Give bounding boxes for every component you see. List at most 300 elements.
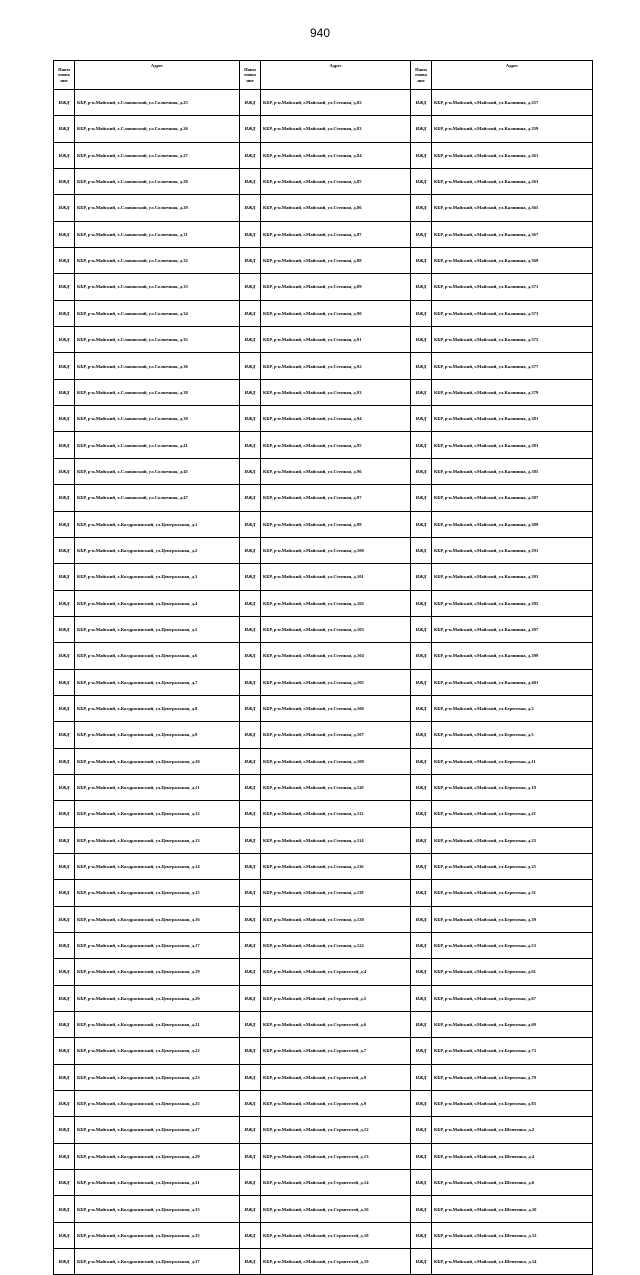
object-type-cell: ИЖД [411, 880, 432, 906]
address-cell: КБР, р-н.Майский, г.Майский, ул.Калинина, д.365 [432, 195, 593, 221]
object-type-cell: ИЖД [240, 142, 261, 168]
address-cell: КБР, р-н.Майский, х.Славянский, ул.Солнечная, д.27 [75, 142, 240, 168]
address-cell: КБР, р-н.Майский, г.Майский, ул.Степная, д.91 [261, 327, 411, 353]
address-cell: КБР, р-н.Майский, х.Колдрасинский, ул.Центральная, д.25 [75, 1091, 240, 1117]
address-cell: КБР, р-н.Майский, г.Майский, ул.Калинина, д.385 [432, 458, 593, 484]
object-type-cell: ИЖД [54, 511, 75, 537]
table-row [54, 564, 593, 590]
table-row [54, 590, 593, 616]
object-type-cell: ИЖД [411, 1091, 432, 1117]
object-type-cell: ИЖД [54, 274, 75, 300]
object-type-cell: ИЖД [411, 933, 432, 959]
page-number: 940 [309, 26, 331, 40]
object-type-cell: ИЖД [411, 564, 432, 590]
address-cell: КБР, р-н.Майский, х.Колдрасинский, ул.Центральная, д.22 [75, 1038, 240, 1064]
address-cell: КБР, р-н.Майский, х.Славянский, ул.Солнечная, д.33 [75, 274, 240, 300]
object-type-cell: ИЖД [54, 616, 75, 642]
object-type-cell: ИЖД [411, 274, 432, 300]
object-type-cell: ИЖД [411, 537, 432, 563]
address-cell: КБР, р-н.Майский, х.Колдрасинский, ул.Центральная, д.14 [75, 853, 240, 879]
object-type-cell: ИЖД [54, 906, 75, 932]
object-type-cell: ИЖД [240, 1196, 261, 1222]
table-row [54, 195, 593, 221]
table-row [54, 406, 593, 432]
address-cell: КБР, р-н.Майский, х.Колдрасинский, ул.Центральная, д.7 [75, 669, 240, 695]
address-cell: КБР, р-н.Майский, х.Славянский, ул.Солнечная, д.45 [75, 458, 240, 484]
object-type-cell: ИЖД [54, 827, 75, 853]
object-type-cell: ИЖД [54, 880, 75, 906]
type-column-header: Наим енова ние [240, 61, 261, 90]
address-cell: КБР, р-н.Майский, г.Майский, ул.Береговая, д.5 [432, 722, 593, 748]
address-cell: КБР, р-н.Майский, х.Колдрасинский, ул.Центральная, д.6 [75, 643, 240, 669]
address-cell: КБР, р-н.Майский, г.Майский, ул.Степная, д.122 [261, 933, 411, 959]
object-type-cell: ИЖД [54, 458, 75, 484]
address-cell: КБР, р-н.Майский, х.Славянский, ул.Солнечная, д.31 [75, 221, 240, 247]
object-type-cell: ИЖД [54, 169, 75, 195]
address-cell: КБР, р-н.Майский, г.Майский, ул.Строителей, д.7 [261, 1038, 411, 1064]
object-type-cell: ИЖД [240, 801, 261, 827]
object-type-cell: ИЖД [240, 116, 261, 142]
address-cell: КБР, р-н.Майский, х.Колдрасинский, ул.Центральная, д.15 [75, 880, 240, 906]
address-cell: КБР, р-н.Майский, г.Майский, ул.Степная, д.116 [261, 853, 411, 879]
table-row [54, 1170, 593, 1196]
address-cell: КБР, р-н.Майский, х.Колдрасинский, ул.Центральная, д.31 [75, 1170, 240, 1196]
object-type-cell: ИЖД [54, 853, 75, 879]
table-row [54, 1249, 593, 1275]
address-cell: КБР, р-н.Майский, г.Майский, ул.Степная, д.83 [261, 116, 411, 142]
table-row [54, 985, 593, 1011]
object-type-cell: ИЖД [240, 1222, 261, 1248]
table-row [54, 722, 593, 748]
object-type-cell: ИЖД [411, 353, 432, 379]
address-cell: КБР, р-н.Майский, х.Колдрасинский, ул.Центральная, д.10 [75, 748, 240, 774]
object-type-cell: ИЖД [240, 959, 261, 985]
object-type-cell: ИЖД [54, 774, 75, 800]
table-row [54, 1064, 593, 1090]
address-cell: КБР, р-н.Майский, х.Славянский, ул.Солнечная, д.41 [75, 432, 240, 458]
address-cell: КБР, р-н.Майский, х.Колдрасинский, ул.Центральная, д.3 [75, 564, 240, 590]
type-column-header: Наим енова ние [54, 61, 75, 90]
address-cell: КБР, р-н.Майский, г.Майский, ул.Степная, д.96 [261, 458, 411, 484]
address-cell: КБР, р-н.Майский, г.Майский, ул.Калинина, д.363 [432, 169, 593, 195]
table-row [54, 1038, 593, 1064]
type-column-header: Наим енова ние [411, 61, 432, 90]
object-type-cell: ИЖД [411, 616, 432, 642]
address-cell: КБР, р-н.Майский, г.Майский, ул.Береговая, д.61 [432, 959, 593, 985]
object-type-cell: ИЖД [240, 722, 261, 748]
address-cell: КБР, р-н.Майский, г.Майский, ул.Степная, д.118 [261, 880, 411, 906]
object-type-cell: ИЖД [411, 221, 432, 247]
object-type-cell: ИЖД [240, 432, 261, 458]
object-type-cell: ИЖД [411, 511, 432, 537]
object-type-cell: ИЖД [411, 748, 432, 774]
object-type-cell: ИЖД [240, 511, 261, 537]
object-type-cell: ИЖД [411, 142, 432, 168]
address-cell: КБР, р-н.Майский, г.Майский, ул.Шевченко, д.12 [432, 1222, 593, 1248]
object-type-cell: ИЖД [240, 748, 261, 774]
address-cell: КБР, р-н.Майский, г.Майский, ул.Степная, д.90 [261, 300, 411, 326]
object-type-cell: ИЖД [411, 827, 432, 853]
table-row [54, 379, 593, 405]
object-type-cell: ИЖД [240, 379, 261, 405]
address-cell: КБР, р-н.Майский, г.Майский, ул.Шевченко, д.6 [432, 1170, 593, 1196]
table-row [54, 669, 593, 695]
address-cell: КБР, р-н.Майский, г.Майский, ул.Степная, д.112 [261, 801, 411, 827]
address-cell: КБР, р-н.Майский, г.Майский, ул.Калинина, д.399 [432, 643, 593, 669]
address-cell: КБР, р-н.Майский, г.Майский, ул.Шевченко, д.14 [432, 1249, 593, 1275]
object-type-cell: ИЖД [411, 1196, 432, 1222]
address-cell: КБР, р-н.Майский, х.Колдрасинский, ул.Центральная, д.4 [75, 590, 240, 616]
object-type-cell: ИЖД [240, 564, 261, 590]
object-type-cell: ИЖД [411, 327, 432, 353]
object-type-cell: ИЖД [240, 880, 261, 906]
address-cell: КБР, р-н.Майский, г.Майский, ул.Калинина, д.359 [432, 116, 593, 142]
address-cell: КБР, р-н.Майский, г.Майский, ул.Береговая, д.73 [432, 1038, 593, 1064]
address-cell: КБР, р-н.Майский, г.Майский, ул.Береговая, д.25 [432, 853, 593, 879]
object-type-cell: ИЖД [240, 1249, 261, 1275]
address-cell: КБР, р-н.Майский, г.Майский, ул.Степная, д.94 [261, 406, 411, 432]
address-cell: КБР, р-н.Майский, г.Майский, ул.Строителей, д.4 [261, 959, 411, 985]
address-cell: КБР, р-н.Майский, г.Майский, ул.Шевченко, д.10 [432, 1196, 593, 1222]
table-row [54, 880, 593, 906]
address-cell: КБР, р-н.Майский, г.Майский, ул.Строителей, д.14 [261, 1170, 411, 1196]
object-type-cell: ИЖД [240, 169, 261, 195]
object-type-cell: ИЖД [240, 616, 261, 642]
object-type-cell: ИЖД [240, 695, 261, 721]
object-type-cell: ИЖД [411, 722, 432, 748]
address-cell: КБР, р-н.Майский, г.Майский, ул.Калинина, д.395 [432, 590, 593, 616]
object-type-cell: ИЖД [411, 90, 432, 116]
table-row [54, 221, 593, 247]
address-register-table [53, 60, 593, 1275]
table-row [54, 116, 593, 142]
address-column-header: Адрес [432, 61, 593, 90]
table-row [54, 774, 593, 800]
object-type-cell: ИЖД [240, 537, 261, 563]
object-type-cell: ИЖД [54, 695, 75, 721]
object-type-cell: ИЖД [411, 959, 432, 985]
table-row [54, 327, 593, 353]
object-type-cell: ИЖД [54, 1249, 75, 1275]
object-type-cell: ИЖД [54, 116, 75, 142]
address-cell: КБР, р-н.Майский, г.Майский, ул.Степная, д.108 [261, 748, 411, 774]
table-row [54, 1143, 593, 1169]
object-type-cell: ИЖД [240, 906, 261, 932]
object-type-cell: ИЖД [54, 300, 75, 326]
address-cell: КБР, р-н.Майский, х.Колдрасинский, ул.Центральная, д.5 [75, 616, 240, 642]
address-cell: КБР, р-н.Майский, г.Майский, ул.Калинина, д.361 [432, 142, 593, 168]
address-cell: КБР, р-н.Майский, х.Славянский, ул.Солнечная, д.25 [75, 90, 240, 116]
address-cell: КБР, р-н.Майский, г.Майский, ул.Береговая, д.53 [432, 933, 593, 959]
table-row [54, 827, 593, 853]
address-cell: КБР, р-н.Майский, г.Майский, ул.Калинина, д.373 [432, 300, 593, 326]
object-type-cell: ИЖД [411, 643, 432, 669]
object-type-cell: ИЖД [54, 353, 75, 379]
object-type-cell: ИЖД [240, 353, 261, 379]
address-cell: КБР, р-н.Майский, х.Колдрасинский, ул.Центральная, д.17 [75, 933, 240, 959]
address-cell: КБР, р-н.Майский, г.Майский, ул.Калинина, д.387 [432, 485, 593, 511]
object-type-cell: ИЖД [240, 221, 261, 247]
address-cell: КБР, р-н.Майский, г.Майский, ул.Степная, д.100 [261, 537, 411, 563]
address-cell: КБР, р-н.Майский, х.Славянский, ул.Солнечная, д.47 [75, 485, 240, 511]
address-cell: КБР, р-н.Майский, г.Майский, ул.Калинина, д.367 [432, 221, 593, 247]
address-cell: КБР, р-н.Майский, г.Майский, ул.Калинина, д.379 [432, 379, 593, 405]
object-type-cell: ИЖД [411, 801, 432, 827]
address-cell: КБР, р-н.Майский, г.Майский, ул.Степная, д.104 [261, 643, 411, 669]
table-row [54, 432, 593, 458]
object-type-cell: ИЖД [240, 1117, 261, 1143]
address-cell: КБР, р-н.Майский, г.Майский, ул.Степная, д.87 [261, 221, 411, 247]
object-type-cell: ИЖД [240, 853, 261, 879]
table-row [54, 169, 593, 195]
address-cell: КБР, р-н.Майский, х.Колдрасинский, ул.Центральная, д.29 [75, 1143, 240, 1169]
object-type-cell: ИЖД [240, 1012, 261, 1038]
object-type-cell: ИЖД [54, 1222, 75, 1248]
table-body [54, 90, 593, 1275]
table-row [54, 90, 593, 116]
address-cell: КБР, р-н.Майский, г.Майский, ул.Калинина, д.357 [432, 90, 593, 116]
address-cell: КБР, р-н.Майский, х.Колдрасинский, ул.Центральная, д.37 [75, 1249, 240, 1275]
address-cell: КБР, р-н.Майский, г.Майский, ул.Калинина, д.377 [432, 353, 593, 379]
table-row [54, 1222, 593, 1248]
object-type-cell: ИЖД [240, 195, 261, 221]
address-cell: КБР, р-н.Майский, г.Майский, ул.Строителей, д.12 [261, 1117, 411, 1143]
object-type-cell: ИЖД [411, 195, 432, 221]
address-cell: КБР, р-н.Майский, г.Майский, ул.Степная, д.84 [261, 142, 411, 168]
address-cell: КБР, р-н.Майский, х.Колдрасинский, ул.Центральная, д.1 [75, 511, 240, 537]
address-cell: КБР, р-н.Майский, х.Колдрасинский, ул.Центральная, д.27 [75, 1117, 240, 1143]
table-row [54, 801, 593, 827]
address-cell: КБР, р-н.Майский, г.Майский, ул.Шевченко, д.4 [432, 1143, 593, 1169]
address-cell: КБР, р-н.Майский, г.Майский, ул.Степная, д.88 [261, 248, 411, 274]
address-cell: КБР, р-н.Майский, г.Майский, ул.Степная, д.92 [261, 353, 411, 379]
table-row [54, 485, 593, 511]
object-type-cell: ИЖД [240, 485, 261, 511]
object-type-cell: ИЖД [240, 985, 261, 1011]
object-type-cell: ИЖД [411, 1222, 432, 1248]
address-cell: КБР, р-н.Майский, г.Майский, ул.Строителей, д.6 [261, 1012, 411, 1038]
object-type-cell: ИЖД [240, 590, 261, 616]
address-cell: КБР, р-н.Майский, г.Майский, ул.Степная, д.85 [261, 169, 411, 195]
address-cell: КБР, р-н.Майский, г.Майский, ул.Береговая, д.39 [432, 906, 593, 932]
address-cell: КБР, р-н.Майский, г.Майский, ул.Степная, д.89 [261, 274, 411, 300]
address-cell: КБР, р-н.Майский, г.Майский, ул.Строителей, д.5 [261, 985, 411, 1011]
object-type-cell: ИЖД [240, 1143, 261, 1169]
table-row [54, 274, 593, 300]
object-type-cell: ИЖД [54, 142, 75, 168]
object-type-cell: ИЖД [411, 985, 432, 1011]
object-type-cell: ИЖД [240, 274, 261, 300]
object-type-cell: ИЖД [240, 827, 261, 853]
address-cell: КБР, р-н.Майский, г.Майский, ул.Береговая, д.3 [432, 695, 593, 721]
address-cell: КБР, р-н.Майский, х.Колдрасинский, ул.Центральная, д.21 [75, 1012, 240, 1038]
object-type-cell: ИЖД [54, 1012, 75, 1038]
table-row [54, 1091, 593, 1117]
address-cell: КБР, р-н.Майский, х.Колдрасинский, ул.Центральная, д.8 [75, 695, 240, 721]
object-type-cell: ИЖД [411, 116, 432, 142]
table-row [54, 537, 593, 563]
object-type-cell: ИЖД [54, 432, 75, 458]
object-type-cell: ИЖД [54, 669, 75, 695]
object-type-cell: ИЖД [240, 774, 261, 800]
object-type-cell: ИЖД [240, 300, 261, 326]
object-type-cell: ИЖД [240, 1064, 261, 1090]
object-type-cell: ИЖД [54, 327, 75, 353]
address-cell: КБР, р-н.Майский, х.Колдрасинский, ул.Центральная, д.23 [75, 1064, 240, 1090]
object-type-cell: ИЖД [54, 1170, 75, 1196]
table-row [54, 933, 593, 959]
address-cell: КБР, р-н.Майский, г.Майский, ул.Калинина, д.383 [432, 432, 593, 458]
address-cell: КБР, р-н.Майский, г.Майский, ул.Степная, д.97 [261, 485, 411, 511]
object-type-cell: ИЖД [240, 1091, 261, 1117]
address-cell: КБР, р-н.Майский, г.Майский, ул.Береговая, д.21 [432, 801, 593, 827]
address-cell: КБР, р-н.Майский, г.Майский, ул.Степная, д.105 [261, 669, 411, 695]
table-header-row [54, 61, 593, 90]
address-cell: КБР, р-н.Майский, г.Майский, ул.Береговая, д.83 [432, 1091, 593, 1117]
table-row [54, 748, 593, 774]
address-cell: КБР, р-н.Майский, х.Колдрасинский, ул.Центральная, д.35 [75, 1222, 240, 1248]
object-type-cell: ИЖД [411, 669, 432, 695]
object-type-cell: ИЖД [54, 643, 75, 669]
address-cell: КБР, р-н.Майский, х.Славянский, ул.Солнечная, д.38 [75, 379, 240, 405]
object-type-cell: ИЖД [54, 379, 75, 405]
address-cell: КБР, р-н.Майский, г.Майский, ул.Степная, д.101 [261, 564, 411, 590]
address-cell: КБР, р-н.Майский, г.Майский, ул.Береговая, д.69 [432, 1012, 593, 1038]
address-cell: КБР, р-н.Майский, х.Колдрасинский, ул.Центральная, д.19 [75, 959, 240, 985]
object-type-cell: ИЖД [54, 1117, 75, 1143]
address-cell: КБР, р-н.Майский, г.Майский, ул.Степная, д.82 [261, 90, 411, 116]
object-type-cell: ИЖД [54, 195, 75, 221]
table-row [54, 458, 593, 484]
address-cell: КБР, р-н.Майский, х.Колдрасинский, ул.Центральная, д.12 [75, 801, 240, 827]
object-type-cell: ИЖД [54, 748, 75, 774]
object-type-cell: ИЖД [54, 933, 75, 959]
object-type-cell: ИЖД [54, 537, 75, 563]
object-type-cell: ИЖД [240, 90, 261, 116]
object-type-cell: ИЖД [411, 853, 432, 879]
table-row [54, 959, 593, 985]
address-cell: КБР, р-н.Майский, г.Майский, ул.Степная, д.114 [261, 827, 411, 853]
object-type-cell: ИЖД [411, 485, 432, 511]
table-row [54, 142, 593, 168]
object-type-cell: ИЖД [54, 590, 75, 616]
object-type-cell: ИЖД [411, 590, 432, 616]
object-type-cell: ИЖД [240, 643, 261, 669]
object-type-cell: ИЖД [240, 458, 261, 484]
address-cell: КБР, р-н.Майский, г.Майский, ул.Строителей, д.19 [261, 1249, 411, 1275]
table-row [54, 695, 593, 721]
address-cell: КБР, р-н.Майский, х.Колдрасинский, ул.Центральная, д.33 [75, 1196, 240, 1222]
object-type-cell: ИЖД [411, 458, 432, 484]
address-cell: КБР, р-н.Майский, г.Майский, ул.Степная, д.99 [261, 511, 411, 537]
address-cell: КБР, р-н.Майский, х.Славянский, ул.Солнечная, д.32 [75, 248, 240, 274]
address-cell: КБР, р-н.Майский, г.Майский, ул.Степная, д.110 [261, 774, 411, 800]
object-type-cell: ИЖД [411, 432, 432, 458]
table-row [54, 906, 593, 932]
object-type-cell: ИЖД [54, 959, 75, 985]
object-type-cell: ИЖД [411, 300, 432, 326]
object-type-cell: ИЖД [240, 933, 261, 959]
address-cell: КБР, р-н.Майский, г.Майский, ул.Калинина, д.369 [432, 248, 593, 274]
object-type-cell: ИЖД [411, 1249, 432, 1275]
table-row [54, 643, 593, 669]
table-row [54, 511, 593, 537]
address-cell: КБР, р-н.Майский, г.Майский, ул.Степная, д.120 [261, 906, 411, 932]
address-column-header: Адрес [261, 61, 411, 90]
address-cell: КБР, р-н.Майский, г.Майский, ул.Калинина, д.381 [432, 406, 593, 432]
object-type-cell: ИЖД [240, 1038, 261, 1064]
address-cell: КБР, р-н.Майский, х.Колдрасинский, ул.Центральная, д.20 [75, 985, 240, 1011]
object-type-cell: ИЖД [411, 169, 432, 195]
object-type-cell: ИЖД [54, 1038, 75, 1064]
object-type-cell: ИЖД [411, 774, 432, 800]
address-cell: КБР, р-н.Майский, г.Майский, ул.Степная, д.106 [261, 695, 411, 721]
address-cell: КБР, р-н.Майский, х.Славянский, ул.Солнечная, д.29 [75, 195, 240, 221]
address-cell: КБР, р-н.Майский, г.Майский, ул.Степная, д.86 [261, 195, 411, 221]
object-type-cell: ИЖД [54, 564, 75, 590]
object-type-cell: ИЖД [54, 221, 75, 247]
address-cell: КБР, р-н.Майский, х.Колдрасинский, ул.Центральная, д.16 [75, 906, 240, 932]
object-type-cell: ИЖД [240, 669, 261, 695]
table-row [54, 1117, 593, 1143]
address-cell: КБР, р-н.Майский, г.Майский, ул.Калинина, д.397 [432, 616, 593, 642]
address-cell: КБР, р-н.Майский, г.Майский, ул.Калинина, д.401 [432, 669, 593, 695]
object-type-cell: ИЖД [240, 1170, 261, 1196]
object-type-cell: ИЖД [411, 1012, 432, 1038]
address-cell: КБР, р-н.Майский, г.Майский, ул.Калинина, д.371 [432, 274, 593, 300]
address-cell: КБР, р-н.Майский, х.Славянский, ул.Солнечная, д.36 [75, 353, 240, 379]
object-type-cell: ИЖД [411, 906, 432, 932]
table-row [54, 300, 593, 326]
object-type-cell: ИЖД [411, 1143, 432, 1169]
address-cell: КБР, р-н.Майский, х.Колдрасинский, ул.Центральная, д.11 [75, 774, 240, 800]
object-type-cell: ИЖД [411, 248, 432, 274]
address-cell: КБР, р-н.Майский, г.Майский, ул.Береговая, д.11 [432, 748, 593, 774]
address-cell: КБР, р-н.Майский, г.Майский, ул.Береговая, д.31 [432, 880, 593, 906]
table-row [54, 616, 593, 642]
object-type-cell: ИЖД [54, 985, 75, 1011]
object-type-cell: ИЖД [54, 1091, 75, 1117]
object-type-cell: ИЖД [54, 1143, 75, 1169]
address-cell: КБР, р-н.Майский, х.Славянский, ул.Солнечная, д.39 [75, 406, 240, 432]
table-row [54, 853, 593, 879]
address-cell: КБР, р-н.Майский, г.Майский, ул.Калинина, д.391 [432, 537, 593, 563]
address-cell: КБР, р-н.Майский, х.Славянский, ул.Солнечная, д.28 [75, 169, 240, 195]
object-type-cell: ИЖД [54, 801, 75, 827]
object-type-cell: ИЖД [411, 695, 432, 721]
table-row [54, 248, 593, 274]
table-row [54, 1196, 593, 1222]
object-type-cell: ИЖД [54, 1196, 75, 1222]
table-row [54, 1012, 593, 1038]
object-type-cell: ИЖД [240, 327, 261, 353]
address-cell: КБР, р-н.Майский, х.Славянский, ул.Солнечная, д.35 [75, 327, 240, 353]
object-type-cell: ИЖД [411, 1170, 432, 1196]
object-type-cell: ИЖД [240, 248, 261, 274]
address-cell: КБР, р-н.Майский, г.Майский, ул.Калинина, д.375 [432, 327, 593, 353]
object-type-cell: ИЖД [54, 90, 75, 116]
address-cell: КБР, р-н.Майский, г.Майский, ул.Береговая, д.79 [432, 1064, 593, 1090]
address-cell: КБР, р-н.Майский, г.Майский, ул.Строителей, д.9 [261, 1091, 411, 1117]
object-type-cell: ИЖД [411, 1117, 432, 1143]
object-type-cell: ИЖД [411, 1038, 432, 1064]
address-cell: КБР, р-н.Майский, х.Славянский, ул.Солнечная, д.34 [75, 300, 240, 326]
address-cell: КБР, р-н.Майский, г.Майский, ул.Степная, д.102 [261, 590, 411, 616]
address-cell: КБР, р-н.Майский, г.Майский, ул.Степная, д.107 [261, 722, 411, 748]
address-cell: КБР, р-н.Майский, х.Славянский, ул.Солнечная, д.26 [75, 116, 240, 142]
address-cell: КБР, р-н.Майский, г.Майский, ул.Калинина, д.389 [432, 511, 593, 537]
address-cell: КБР, р-н.Майский, г.Майский, ул.Шевченко, д.2 [432, 1117, 593, 1143]
